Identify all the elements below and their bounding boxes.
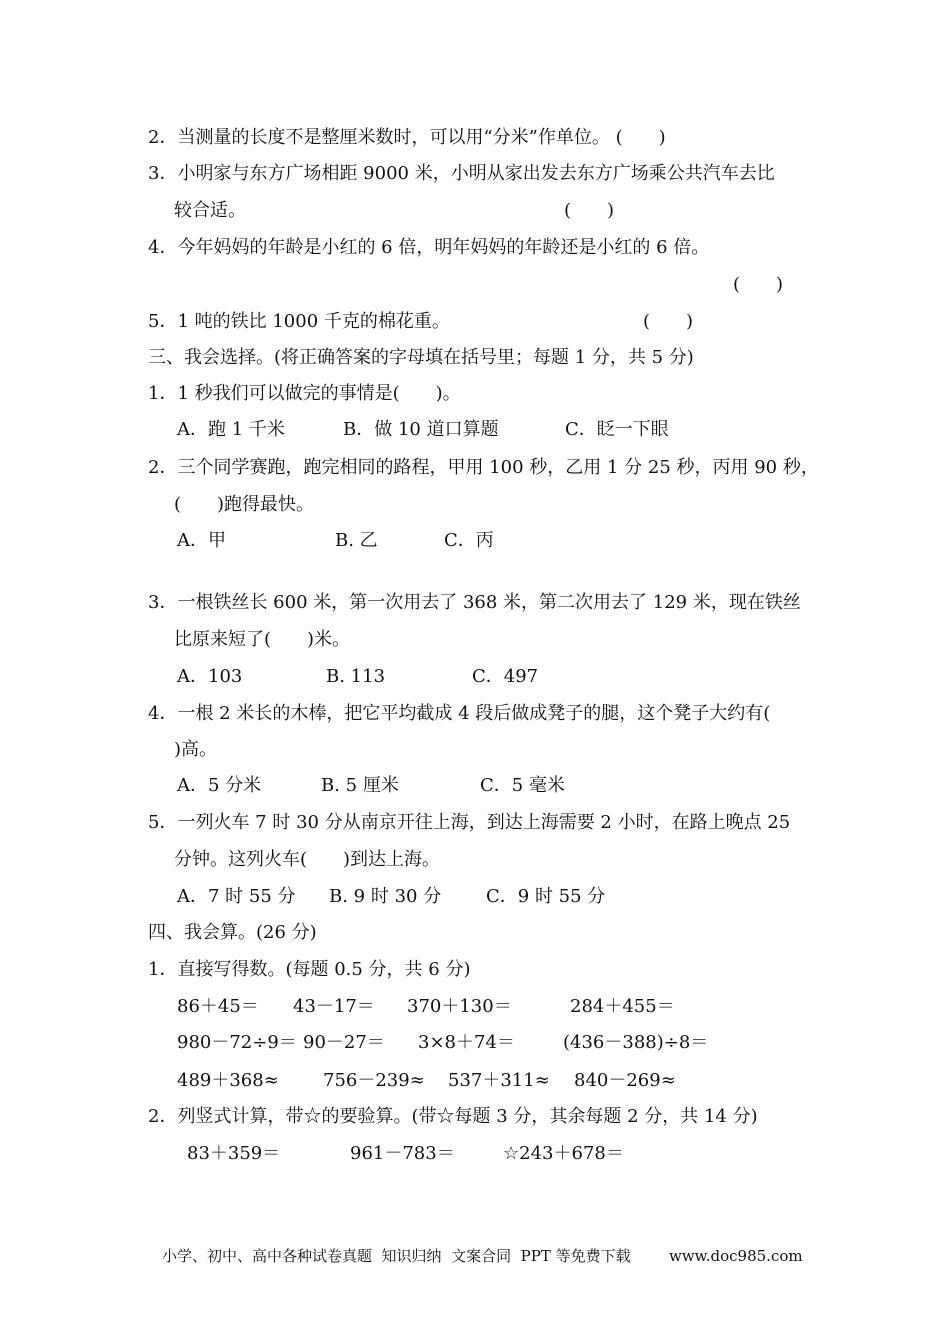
choice-question-3-line2: 比原来短了( )米。: [174, 629, 351, 650]
choice-4-option-c: C．5 毫米: [480, 775, 565, 796]
calc-item: 980－72÷9＝: [177, 1032, 297, 1053]
calc-item: 961－783＝: [350, 1143, 455, 1164]
choice-question-1: 1．1 秒我们可以做完的事情是( )。: [148, 383, 461, 404]
choice-1-option-a: A．跑 1 千米: [177, 419, 285, 440]
calc-item: 284＋455＝: [570, 996, 675, 1017]
calc-item: 756－239≈: [323, 1070, 425, 1091]
choice-question-4-line1: 4．一根 2 米长的木棒，把它平均截成 4 段后做成凳子的腿，这个凳子大约有(: [148, 703, 771, 724]
choice-5-option-a: A．7 时 55 分: [177, 886, 296, 907]
judge-question-4-answer-paren: ( ): [733, 274, 784, 295]
calc-item: 537＋311≈: [448, 1070, 550, 1091]
calc-item: 86＋45＝: [177, 996, 259, 1017]
choice-4-option-b: B. 5 厘米: [321, 775, 399, 796]
footer-text: 小学、初中、高中各种试卷真题 知识归纳 文案合同 PPT 等免费下载: [162, 1247, 631, 1265]
calc-item: (436－388)÷8＝: [563, 1032, 709, 1053]
calc-item: 3×8＋74＝: [418, 1032, 515, 1053]
judge-question-3-answer-paren: ( ): [564, 200, 615, 221]
calc-item: 489＋368≈: [177, 1070, 279, 1091]
judge-question-3-line2: 较合适。: [174, 200, 246, 221]
calc-item: 43－17＝: [293, 996, 375, 1017]
choice-2-option-a: A．甲: [177, 530, 226, 551]
choice-question-2-line1: 2．三个同学赛跑，跑完相同的路程，甲用 100 秒，乙用 1 分 25 秒，丙用 90 秒，: [148, 457, 819, 478]
choice-question-5-line2: 分钟。这列火车( )到达上海。: [174, 849, 441, 870]
choice-5-option-c: C．9 时 55 分: [486, 886, 606, 907]
choice-question-2-line2: ( )跑得最快。: [174, 494, 315, 515]
calc-item: 840－269≈: [574, 1070, 676, 1091]
choice-1-option-b: B．做 10 道口算题: [343, 419, 499, 440]
judge-question-3-line1: 3．小明家与东方广场相距 9000 米，小明从家出发去东方广场乘公共汽车去比: [148, 163, 775, 184]
judge-question-5-answer-paren: ( ): [643, 311, 694, 332]
section-4-heading: 四、我会算。(26 分): [148, 922, 317, 943]
calc-item: 83＋359＝: [187, 1143, 281, 1164]
calc-subquestion-1: 1．直接写得数。(每题 0.5 分，共 6 分): [148, 959, 471, 980]
footer-url[interactable]: www.doc985.com: [669, 1247, 803, 1265]
choice-4-option-a: A．5 分米: [177, 775, 262, 796]
choice-3-option-a: A．103: [177, 666, 243, 687]
choice-2-option-b: B. 乙: [335, 530, 378, 551]
choice-question-4-line2: )高。: [174, 739, 218, 760]
choice-1-option-c: C．眨一下眼: [565, 419, 669, 440]
judge-question-2: 2．当测量的长度不是整厘米数时，可以用“分米”作单位。 ( ): [148, 127, 666, 148]
choice-3-option-c: C．497: [472, 666, 539, 687]
judge-question-5: 5．1 吨的铁比 1000 千克的棉花重。: [148, 311, 450, 332]
calc-item: 370＋130＝: [407, 996, 512, 1017]
calc-item: 90－27＝: [303, 1032, 385, 1053]
judge-question-4-line1: 4．今年妈妈的年龄是小红的 6 倍，明年妈妈的年龄还是小红的 6 倍。: [148, 237, 710, 258]
calc-subquestion-2: 2．列竖式计算，带☆的要验算。(带☆每题 3 分，其余每题 2 分，共 14 分): [148, 1106, 758, 1127]
choice-2-option-c: C．丙: [444, 530, 494, 551]
calc-item: ☆243＋678＝: [503, 1143, 624, 1164]
choice-5-option-b: B. 9 时 30 分: [329, 886, 442, 907]
section-3-heading: 三、我会选择。(将正确答案的字母填在括号里；每题 1 分，共 5 分): [148, 347, 694, 368]
choice-3-option-b: B. 113: [326, 666, 386, 687]
choice-question-3-line1: 3．一根铁丝长 600 米，第一次用去了 368 米，第二次用去了 129 米，现在铁丝: [148, 592, 801, 613]
choice-question-5-line1: 5．一列火车 7 时 30 分从南京开往上海，到达上海需要 2 小时，在路上晚点 25: [148, 812, 791, 833]
